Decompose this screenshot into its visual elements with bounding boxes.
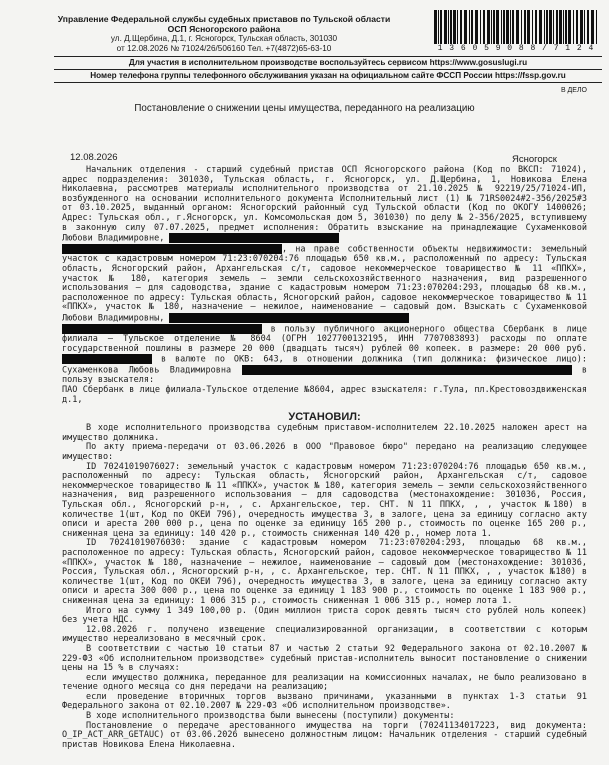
paragraph: в пользу публичного акционерного общества Сбербанк в лице филиала – Тульское отделение № 8604 (ОГРН 1027700132195, ИНН 7707083893) расходы по оплате государственной пошлины в размере 20 000 (двадцать тысяч) рублей 00 копеек. в размере: 20 000 руб. в валюте по ОКВ: 643, в отношении должника (тип должника: физическое лицо): Сухаменкова Любовь Владимировна в пользу взыскателя:: [62, 324, 588, 386]
document-body: [62, 166, 587, 750]
paragraph: , на праве собственности объекты недвижимости: земельный участок с кадастровым номером 71:23:070204:76 площадью 650 кв.м., расположенный по адресу: Тульская область, Ясногорский район, Архангельская с/т, садовое некоммерческое товарищество № 11 «ППКХ», участок № 180, категория земель – земли сельскохозяйственного назначения, вид разрешенного использования – для садоводства, здание с кадастровым номером 71:23:070204:293, площадью 68 кв.м., расположенное по адресу: Тульская область, Ясногорский район, садовое некоммерческое товарищество № 11 «ППКХ», участок № 180, назначение – нежилое, наименование – садовый дом. Взыскать с Сухаменковой Любови Владимировны,: [62, 244, 587, 324]
paragraph: По акту приема-передачи от 03.06.2026 в ООО "Правовое бюро" передано на реализацию следующее имущество:: [62, 442, 587, 463]
v-delo-mark: В ДЕЛО: [560, 87, 587, 94]
doc-number-phone: от 12.08.2026 № 71024/26/506160 Тел. +7(4872)65-63-10: [116, 44, 332, 53]
barcode: [432, 10, 600, 46]
redaction-bar: [62, 244, 282, 254]
issuer-header: [20, 14, 428, 54]
gosuslugi-note: Для участия в исполнительном производстве воспользуйтесь сервисом https://www.gosuslugi.ru: [128, 58, 528, 67]
department-name: ОСП Ясногорского района: [167, 24, 281, 34]
section-heading: УСТАНОВИЛ:: [288, 411, 361, 424]
paragraph: Постановление о передаче арестованного имущества на торги (70241134017223, вид документа: O_IP_ACT_ARR_GETAUC) от 03.06.2026 вынесено должностным лицом: Начальник отделения - старший судебный пристав Новикова Елена Николаевна.: [62, 720, 587, 750]
redaction-bar: [242, 365, 572, 375]
document-title: Постановление о снижении цены имущества, переданного на реализацию: [134, 103, 475, 114]
redaction-bar: [169, 233, 339, 243]
property-item: ID 70241019076027: земельный участок с кадастровым номером 71:23:070204:76 площадью 650 кв.м., расположенный по адресу: Тульская область, Ясногорский район, Архангельская с/т, садовое некоммерческое товарищество № 11 «ППКХ», участок № 180, категория земель – земли сельскохозяйственного назначения, вид разрешенного использования – для садоводства (местонахождение: 301036, Россия, Тульская обл., Ясногорский р-н, , с. Архангельское, тер. СНТ. N 11 ППКХ, , , участок №180) в количестве 1(шт, Код по ОКЕИ 796), очередность имущества 3, в залоге, цена за единицу согласно акту описи и ареста 200 000 р., цена по оценке за единицу 165 200 р., стоимость по оценке 165 200 р., сниженная цена за единицу: 140 420 р., стоимость сниженная 140 420 р., номер лота 1.: [62, 461, 587, 539]
document-city: Ясногорск: [512, 154, 557, 165]
paragraph: В соответствии с частью 10 статьи 87 и частью 2 статьи 92 Федерального закона от 02.10.2007 № 229-ФЗ «Об исполнительном производстве» судебный пристав-исполнитель выносит постановление о снижении цены на 15 % в случаях:: [62, 643, 587, 674]
paragraph: Итого на сумму 1 349 100,00 р. (Один миллион триста сорок девять тысяч сто рублей ноль копеек) без учета НДС.: [62, 605, 587, 626]
department-address: ул. Д.Щербина, Д.1, г. Ясногорск, Тульская область, 301030: [110, 34, 338, 43]
paragraph: В ходе исполнительного производства были вынесены (поступили) документы:: [86, 711, 455, 722]
paragraph: если имущество должника, переданное для реализации на комиссионных началах, не было реализовано в течение одного месяца со дня передачи на реализацию;: [62, 672, 587, 693]
redaction-bar: [62, 354, 152, 364]
redaction-bar: [169, 313, 409, 323]
property-item: ID 70241019076030: здание с кадастровым номером 71:23:070204:293, площадью 68 кв.м., расположенное по адресу: Тульская область, Ясногорский район, садовое некоммерческое товарищество № 11 «ППКХ», участок № 180, назначение – нежилое, наименование – садовый дом (местонахождение: 301036, Россия, Тульская обл., Ясногорский р-н, , с. Архангельское, тер. СНТ. N 11 ППКХ, , , участок №180) в количестве 1(шт, Код по ОКЕИ 796), очередность имущества 3, в залоге, цена за единицу согласно акту описи и ареста 300 000 р., цена по оценке за единицу 1 183 900 р., стоимость по оценке 1 183 900 р., сниженная цена за единицу: 1 006 315 р., стоимость сниженная 1 006 315 р., номер лота 1.: [62, 538, 587, 606]
paragraph: 12.08.2026 г. получено извещение специализированной организации, в соответствии с которым имущество нереализовано в месячный срок.: [62, 624, 587, 645]
paragraph: Начальник отделения - старший судебный пристав ОСП Ясногорского района (Код по ВКСП: 71024), адрес подразделения: 301030, Тульская область, г. Ясногорск, ул. Д.Щербина, 1, Новикова Елена Николаевна, рассмотрев материалы исполнительного производства от 21.10.2025 № 92219/25/71024-ИП, возбужденного на основании исполнительного документа Исполнительный лист (1) № 71RS0024#2-356/2025#3 от 03.10.2025, выданный органом: Ясногорский районный суд Тульской области (Код по ОКОГУ 1400026; Адрес: Тульская обл., г.Ясногорск, ул. Комсомольская дом 5, 301030) по делу № 2-356/2025, вступившему в законную силу 07.07.2025, предмет исполнения: Обратить взыскание на принадлежащие Сухаменковой Любови Владимировне,: [62, 165, 587, 244]
org-name: Управление Федеральной службы судебных приставов по Тульской области: [57, 14, 391, 24]
barcode-number: 1 3 6 0 5 9 0 8 8 / 7 1 2 4: [437, 44, 595, 53]
divider: [54, 56, 602, 57]
paragraph: В ходе исполнительного производства судебным приставом-исполнителем 22.10.2025 наложен арест на имущество должника.: [62, 423, 587, 443]
paragraph: ПАО Сбербанк в лице филиала-Тульское отделение №8604, адрес взыскателя: г.Тула, пл.Крестовоздвиженская д.1,: [62, 385, 587, 405]
divider: [54, 82, 602, 83]
divider: [54, 69, 602, 70]
redaction-bar: [62, 324, 262, 334]
paragraph: если проведение вторичных торгов вызвано причинами, указанными в пунктах 1-3 статьи 91 Федерального закона от 02.10.2007 № 229-ФЗ «Об исполнительном производстве».: [62, 691, 587, 712]
phone-note: Номер телефона группы телефонного обслуживания указан на официальном сайте ФССП России https://fssp.gov.ru: [90, 71, 566, 80]
document-date: 12.08.2026: [70, 152, 118, 163]
